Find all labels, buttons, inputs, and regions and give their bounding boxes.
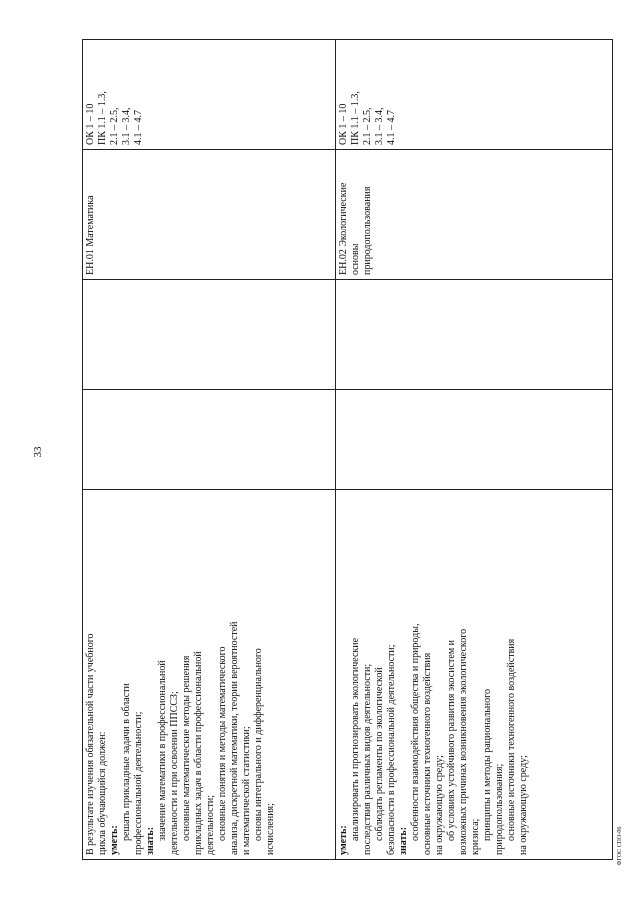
competency-codes-cell — [83, 40, 336, 150]
competency-code: 3.1 – 3.4, — [374, 107, 385, 145]
rotated-table-wrapper — [82, 40, 612, 860]
requirement-line: особенности взаимодействия общества и природы, — [410, 623, 421, 841]
requirement-line: основные источники техногенного воздействия — [506, 638, 517, 841]
requirement-line: анализа, дискретной математики, теории вероятностей — [229, 621, 240, 855]
requirement-line: на окружающую среду; — [434, 755, 445, 855]
table-row — [83, 40, 336, 860]
requirement-line: основные математические методы решения — [181, 655, 192, 841]
requirement-line: принципы и методы рационального — [482, 689, 493, 841]
requirement-line: цикла обучающийся должен: — [97, 731, 108, 855]
requirement-line: прикладных задач в области профессиональной — [193, 651, 204, 855]
table-row — [336, 40, 613, 860]
requirement-line: соблюдать регламенты по экологической — [374, 667, 385, 841]
requirement-line: уметь: — [338, 825, 349, 855]
requirement-line: основные понятия и методы математического — [217, 646, 228, 841]
discipline-cell: ЕН.02 Экологические основы природопользования — [336, 150, 613, 280]
footer-standard-mark: ФГОС СПО-06 — [617, 826, 623, 866]
competency-code: 2.1 – 2.5, — [362, 107, 373, 145]
requirement-line: последствия различных видов деятельности; — [362, 663, 373, 855]
requirements-cell — [336, 490, 613, 860]
requirement-line: и математической статистики; — [241, 726, 252, 855]
credits-cell — [336, 280, 613, 390]
competency-code: 3.1 – 3.4, — [121, 107, 132, 145]
requirement-line: знать: — [398, 826, 409, 855]
discipline-cell: ЕН.01 Математика — [83, 150, 336, 280]
requirement-line: исчисления; — [265, 803, 276, 855]
requirement-line: знать: — [145, 826, 156, 855]
requirement-line: профессиональной деятельности; — [133, 711, 144, 855]
curriculum-table — [82, 39, 613, 860]
requirement-line: значение математики в профессиональной — [157, 660, 168, 841]
requirement-line: уметь: — [109, 825, 120, 855]
competency-code: ОК 1 – 10 — [85, 103, 96, 145]
hours-cell — [83, 390, 336, 490]
requirement-line: кризиса; — [470, 818, 481, 855]
requirements-cell — [83, 490, 336, 860]
requirement-line: на окружающую среду; — [518, 755, 529, 855]
requirement-line: основы интегрального и дифференциального — [253, 648, 264, 841]
requirement-line: природопользования; — [494, 763, 505, 855]
requirement-line: В результате изучения обязательной части учебного — [85, 633, 96, 855]
competency-code: 2.1 – 2.5, — [109, 107, 120, 145]
requirement-line: деятельности; — [205, 794, 216, 855]
hours-cell — [336, 390, 613, 490]
requirement-line: решать прикладные задачи в области — [121, 683, 132, 841]
requirement-line: анализировать и прогнозировать экологические — [350, 637, 361, 841]
competency-codes-cell — [336, 40, 613, 150]
table-body — [83, 40, 613, 860]
competency-code: 4.1 – 4.7 — [133, 110, 144, 145]
requirement-line: основные источники техногенного воздействия — [422, 652, 433, 855]
requirement-line: возможных причинах возникновения экологического — [458, 628, 469, 855]
competency-code: ОК 1 – 10 — [338, 103, 349, 145]
page-number: 33 — [32, 446, 44, 458]
competency-code: ПК 1.1 – 1.3, — [97, 91, 108, 145]
requirement-line: об условиях устойчивого развития экосистем и — [446, 640, 457, 841]
credits-cell — [83, 280, 336, 390]
competency-code: ПК 1.1 – 1.3, — [350, 91, 361, 145]
requirement-line: безопасности в профессиональной деятельности; — [386, 644, 397, 855]
requirement-line: деятельности и при освоении ППССЗ; — [169, 691, 180, 855]
competency-code: 4.1 – 4.7 — [386, 110, 397, 145]
